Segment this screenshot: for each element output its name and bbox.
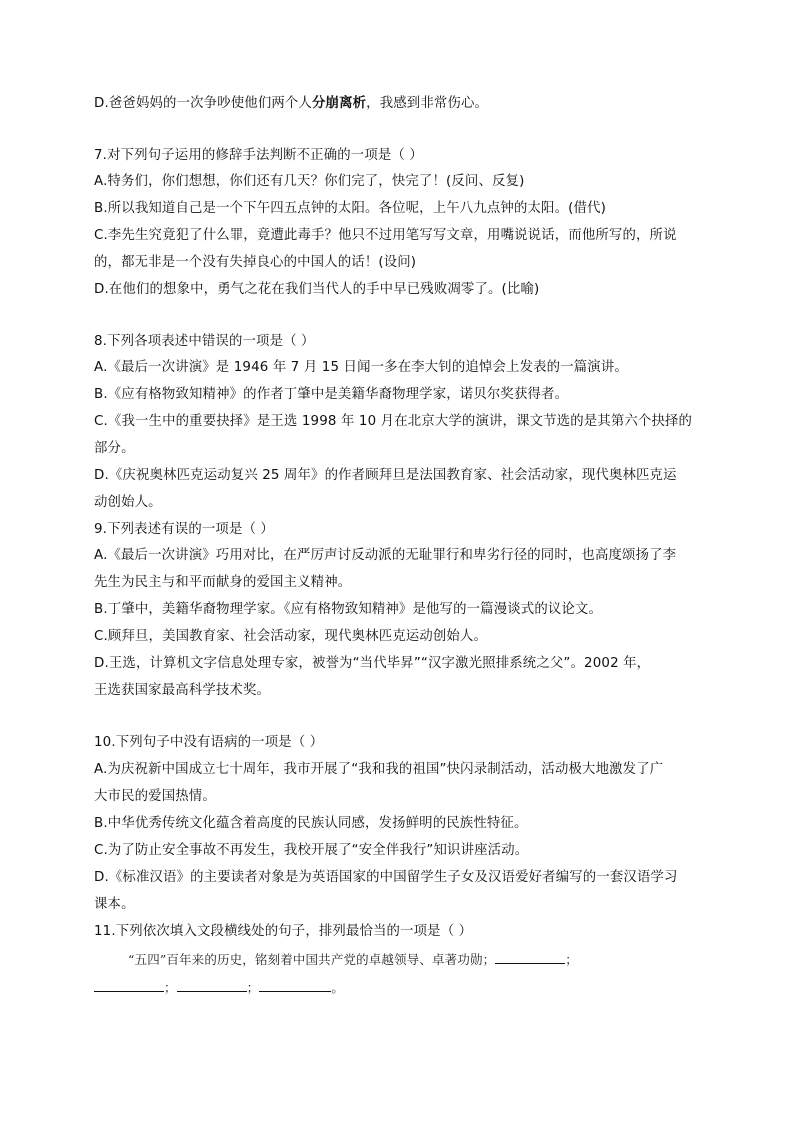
fill-blank-1[interactable] <box>495 951 565 964</box>
q7-option-c-line2: 的，都无非是一个没有失掉良心的中国人的话！(设问) <box>94 255 417 270</box>
q10-option-a-line1: A.为庆祝新中国成立七十周年，我市开展了“我和我的祖国”快闪录制活动，活动极大地激发了广 <box>94 762 664 777</box>
q10-option-d-line2: 课本。 <box>94 897 135 912</box>
bold-term: 分崩离析 <box>311 96 367 111</box>
q10-option-c: C.为了防止安全事故不再发生，我校开展了“安全伴我行”知识讲座活动。 <box>94 843 529 858</box>
q8-option-b: B.《应有格物致知精神》的作者丁肇中是美籍华裔物理学家，诺贝尔奖获得者。 <box>94 387 569 402</box>
q8-stem: 8.下列各项表述中错误的一项是（ ） <box>94 334 315 349</box>
q9-option-b: B.丁肇中，美籍华裔物理学家。《应有格物致知精神》是他写的一篇漫谈式的议论文。 <box>94 602 603 617</box>
q9-stem: 9.下列表述有误的一项是（ ） <box>94 522 274 537</box>
q8-option-c-line1: C.《我一生中的重要抉择》是王选 1998 年 10 月在北京大学的演讲，课文节选的是其第六个抉择的 <box>94 414 693 429</box>
q10-stem: 10.下列句子中没有语病的一项是（ ） <box>94 735 324 750</box>
q9-option-d-line1: D.王选，计算机文字信息处理专家，被誉为“当代毕昇”“汉字激光照排系统之父”。2002 年， <box>94 656 651 671</box>
q7-option-b: B.所以我知道自己是一个下午四五点钟的太阳。各位呢，上午八九点钟的太阳。(借代) <box>94 201 606 216</box>
fill-blank-4[interactable] <box>259 979 331 992</box>
q9-option-d-line2: 王选获国家最高科学技术奖。 <box>94 683 271 698</box>
q8-option-c-line2: 部分。 <box>94 441 135 456</box>
q11-stem: 11.下列依次填入文段横线处的句子，排列最恰当的一项是（ ） <box>94 924 473 939</box>
q11-passage-line1: “五四”百年来的历史，铭刻着中国共产党的卓越领导、卓著功勋； ； <box>128 952 578 967</box>
fill-blank-2[interactable] <box>94 979 164 992</box>
q10-option-a-line2: 大市民的爱国热情。 <box>94 789 216 804</box>
q8-option-a: A.《最后一次讲演》是 1946 年 7 月 15 日闻一多在李大钊的追悼会上发表的一篇演讲。 <box>94 360 628 375</box>
q7-option-a: A.特务们，你们想想，你们还有几天？你们完了，快完了！(反问、反复) <box>94 174 525 189</box>
q9-option-a-line2: 先生为民主与和平而献身的爱国主义精神。 <box>94 575 352 590</box>
q9-option-a-line1: A.《最后一次讲演》巧用对比，在严厉声讨反动派的无耻罪行和卑劣行径的同时，也高度颂扬了李 <box>94 548 677 563</box>
q7-option-c-line1: C.李先生究竟犯了什么罪，竟遭此毒手？他只不过用笔写写文章，用嘴说说话，而他所写的，所说 <box>94 228 677 243</box>
q10-option-d-line1: D.《标准汉语》的主要读者对象是为英语国家的中国留学生子女及汉语爱好者编写的一套汉语学习 <box>94 870 678 885</box>
q8-option-d-line2: 动创始人。 <box>94 495 162 510</box>
q10-option-b: B.中华优秀传统文化蕴含着高度的民族认同感，发扬鲜明的民族性特征。 <box>94 816 528 831</box>
fill-blank-3[interactable] <box>177 979 247 992</box>
q6-option-d: D.爸爸妈妈的一次争吵使他们两个人分崩离析，我感到非常伤心。 <box>94 96 489 111</box>
q8-option-d-line1: D.《庆祝奥林匹克运动复兴 25 周年》的作者顾拜旦是法国教育家、社会活动家，现代奥林匹克运 <box>94 468 677 483</box>
q9-option-c: C.顾拜旦，美国教育家、社会活动家，现代奥林匹克运动创始人。 <box>94 629 488 644</box>
q7-option-d: D.在他们的想象中，勇气之花在我们当代人的手中早已残败凋零了。(比喻) <box>94 282 540 297</box>
q7-stem: 7.对下列句子运用的修辞手法判断不正确的一项是（ ） <box>94 148 423 163</box>
q11-passage-line2: ； ； 。 <box>94 978 344 998</box>
